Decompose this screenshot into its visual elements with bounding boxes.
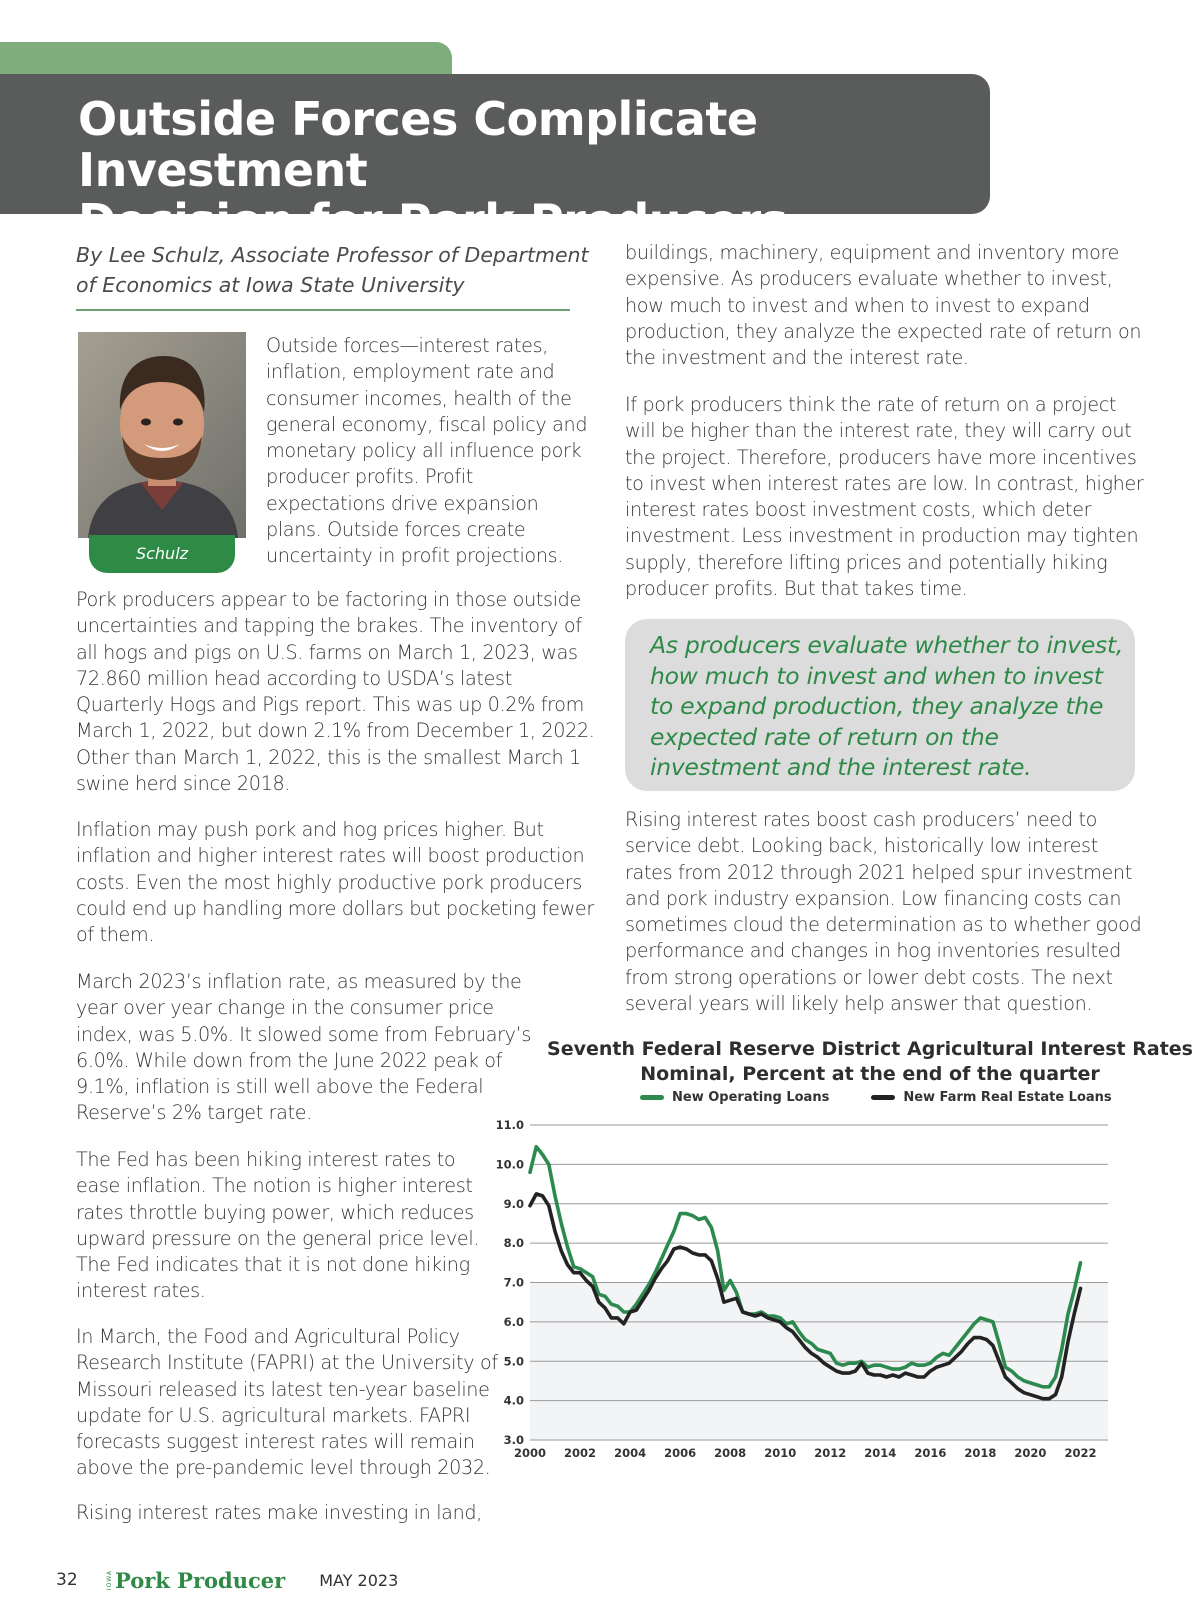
legend-label-operating: New Operating Loans: [672, 1090, 830, 1105]
byline-divider: [76, 309, 570, 311]
paragraph-inflation-rate: March 2023’s inflation rate, as measured by the year over year change in the consumer price index, was 5.0%. It slowed some from February’s 6.0%. While down from the June 2022 peak of 9.1%, inflation is still well above the Federal Reserve’s 2% target rate.: [76, 970, 532, 1125]
chart-subtitle: Nominal, Percent at the end of the quarter: [640, 1063, 1100, 1085]
x-tick-label: 2004: [614, 1446, 647, 1460]
interest-rate-line-chart: [495, 1105, 1160, 1530]
publication-logo-iowa: IOWA: [106, 1569, 113, 1591]
page-footer: [56, 1565, 656, 1595]
y-tick-label: 11.0: [495, 1118, 524, 1132]
paragraph-rate-of-return: If pork producers think the rate of return on a project will be higher than the interest rate, they will carry out the project. Therefore, producers have more incentives to invest when interest rates are low. In contrast, higher interest rates boost investment costs, which deter investment. Less investment in production may tighten supply, therefore lifting prices and potentially hiking producer profits. But that takes time.: [625, 393, 1144, 601]
x-tick-label: 2016: [914, 1446, 947, 1460]
paragraph-investment-cost: buildings, machinery, equipment and inventory more expensive. As producers evaluate whether to invest, how much to invest and when to invest to expand production, they analyze the expected rate of return on the investment and the interest rate.: [625, 241, 1142, 370]
y-tick-label: 5.0: [503, 1354, 524, 1369]
chart-title: [540, 1037, 1200, 1087]
byline-line-2: of Economics at Iowa State University: [76, 273, 465, 297]
photo-caption: Schulz: [89, 535, 235, 573]
paragraph-fapri: In March, the Food and Agricultural Policy Research Institute (FAPRI) at the University of Missouri released its latest ten-year baseline update for U.S. agricultural markets. FAPRI forecasts suggest interest rates will remain above the pre-pandemic level through 2032.: [76, 1325, 498, 1480]
x-tick-label: 2020: [1014, 1446, 1047, 1460]
publication-logo: Pork Producer: [115, 1567, 286, 1593]
legend-swatch-operating: [640, 1095, 664, 1100]
title-line-2: Decision for Pork Producers: [78, 194, 788, 248]
intro-paragraph: Outside forces—interest rates, inflation, employment rate and consumer incomes, health of the general economy, fiscal policy and monetary policy all influence pork producer profits. Profit expectations drive expansion plans. Outside forces create uncertainty in profit projections.: [266, 334, 588, 568]
chart-title-main: Seventh Federal Reserve District Agricultural Interest Rates: [547, 1038, 1193, 1060]
x-tick-label: 2006: [664, 1446, 697, 1460]
x-tick-label: 2022: [1064, 1446, 1097, 1460]
paragraph-debt-service: Rising interest rates boost cash producers’ need to service debt. Looking back, historically low interest rates from 2012 through 2021 helped spur investment and pork industry expansion. Low financing costs can sometimes cloud the determination as to whether good performance and changes in hog inventories resulted from strong operations or lower debt costs. The next several years will likely help answer that question.: [625, 808, 1142, 1016]
paragraph-inventory: Pork producers appear to be factoring in those outside uncertainties and tapping the brakes. The inventory of all hogs and pigs on U.S. farms on March 1, 2023, was 72.860 million head according to USDA’s latest Quarterly Hogs and Pigs report. This was up 0.2% from March 1, 2022, but down 2.1% from December 1, 2022. Other than March 1, 2022, this is the smallest March 1 swine herd since 2018.: [76, 588, 595, 796]
y-tick-label: 7.0: [503, 1275, 524, 1290]
y-axis-ticks: [496, 1118, 524, 1447]
author-photo: [78, 332, 246, 538]
legend-label-real-estate: New Farm Real Estate Loans: [903, 1090, 1112, 1105]
legend-swatch-real-estate: [871, 1095, 895, 1100]
y-tick-label: 4.0: [503, 1393, 524, 1408]
paragraph-inflation: Inflation may push pork and hog prices higher. But inflation and higher interest rates will boost production costs. Even the most highly productive pork producers could end up handling more dollars but pocketing fewer of them.: [76, 818, 594, 947]
y-tick-label: 6.0: [503, 1314, 524, 1329]
paragraph-fed: The Fed has been hiking interest rates to ease inflation. The notion is higher interest rates throttle buying power, which reduces upward pressure on the general price level. The Fed indicates that it is not done hiking interest rates.: [76, 1148, 480, 1303]
x-tick-label: 2012: [814, 1446, 847, 1460]
chart-legend: [640, 1090, 1112, 1105]
byline-line-1: By Lee Schulz, Associate Professor of Department: [76, 243, 589, 267]
x-axis-ticks: [514, 1446, 1096, 1460]
y-tick-label: 10.0: [495, 1157, 524, 1172]
paragraph-rising-rates: Rising interest rates make investing in land,: [76, 1501, 482, 1524]
author-portrait-illustration: [78, 332, 246, 538]
x-tick-label: 2008: [714, 1446, 747, 1460]
article-title: [78, 94, 978, 247]
x-tick-label: 2002: [564, 1446, 597, 1460]
x-tick-label: 2014: [864, 1446, 897, 1460]
pull-quote: As producers evaluate whether to invest, how much to invest and when to invest to expand production, they analyze the expected rate of return on the investment and the interest rate.: [650, 631, 1124, 781]
y-tick-label: 9.0: [503, 1196, 524, 1211]
x-tick-label: 2018: [964, 1446, 997, 1460]
y-tick-label: 3.0: [503, 1433, 524, 1447]
y-tick-label: 8.0: [503, 1236, 524, 1251]
title-line-1: Outside Forces Complicate Investment: [78, 92, 758, 197]
x-tick-label: 2010: [764, 1446, 797, 1460]
page-number: 32: [56, 1570, 78, 1590]
byline: [76, 240, 596, 300]
x-tick-label: 2000: [513, 1446, 547, 1460]
issue-date: MAY 2023: [319, 1570, 399, 1590]
